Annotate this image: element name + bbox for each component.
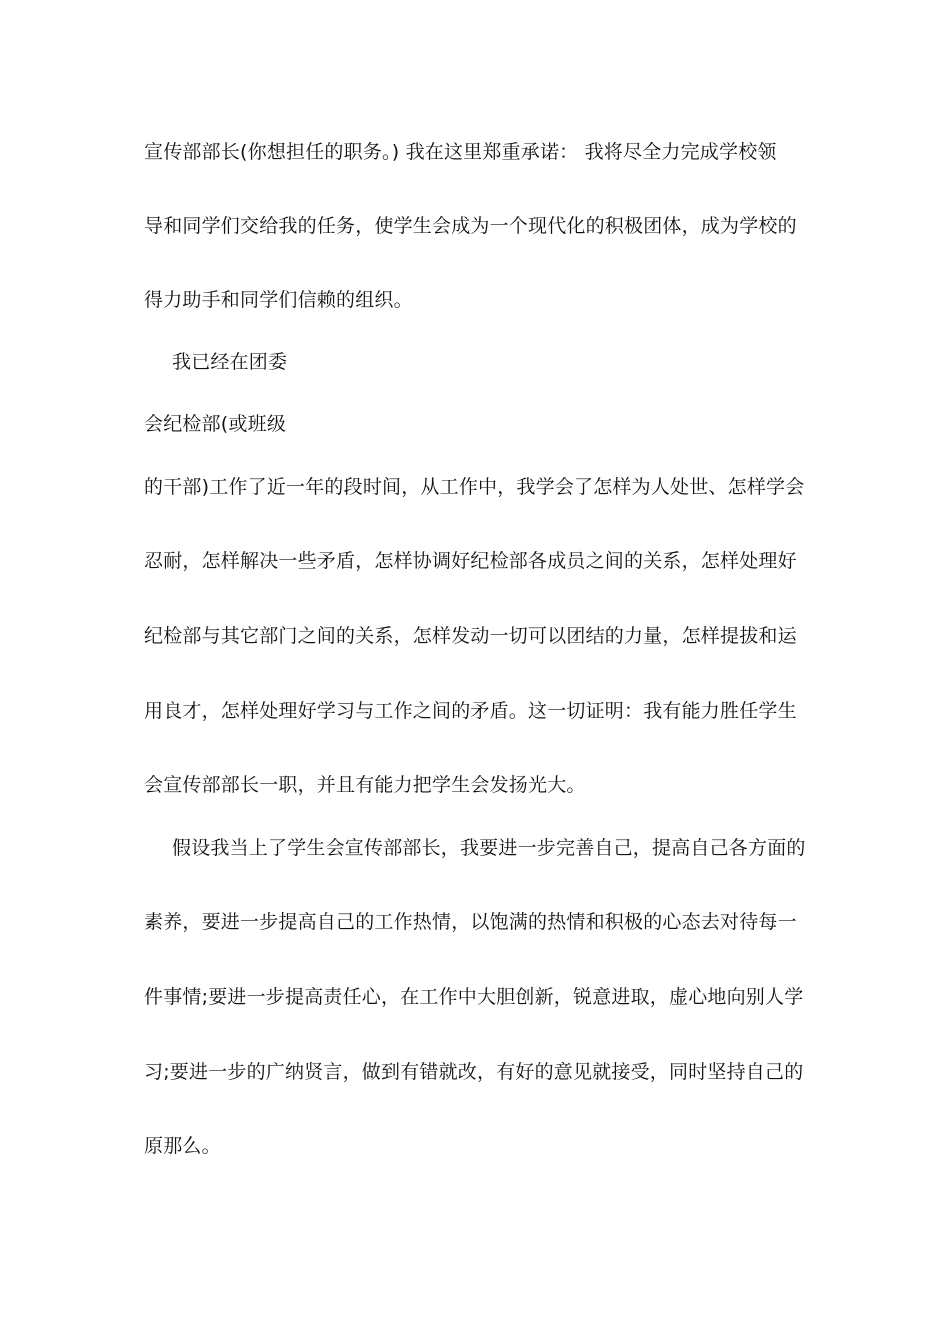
text-line: 件事情;要进一步提高责任心，在工作中大胆创新，锐意进取，虚心地向别人学 (144, 986, 804, 1008)
text-line: 的干部)工作了近一年的段时间，从工作中，我学会了怎样为人处世、怎样学会 (144, 476, 805, 498)
text-line: 纪检部与其它部门之间的关系，怎样发动一切可以团结的力量，怎样提拔和运 (144, 625, 797, 647)
text-line: 导和同学们交给我的任务，使学生会成为一个现代化的积极团体，成为学校的 (144, 215, 797, 237)
text-line: 得力助手和同学们信赖的组织。 (144, 289, 413, 311)
text-line: 原那么。 (144, 1135, 221, 1157)
text-line: 会纪检部(或班级 (144, 413, 287, 435)
text-line: 我已经在团委 (172, 351, 288, 373)
text-line: 假设我当上了学生会宣传部部长，我要进一步完善自己，提高自己各方面的 (172, 837, 806, 859)
text-line: 会宣传部部长一职，并且有能力把学生会发扬光大。 (144, 774, 586, 796)
text-line: 忍耐，怎样解决一些矛盾，怎样协调好纪检部各成员之间的关系，怎样处理好 (144, 550, 797, 572)
text-line: 素养，要进一步提高自己的工作热情，以饱满的热情和积极的心态去对待每一 (144, 911, 797, 933)
text-line: 宣传部部长(你想担任的职务。) 我在这里郑重承诺： 我将尽全力完成学校领 (144, 141, 777, 163)
text-line: 习;要进一步的广纳贤言，做到有错就改，有好的意见就接受，同时坚持自己的 (144, 1061, 804, 1083)
text-line: 用良才，怎样处理好学习与工作之间的矛盾。这一切证明：我有能力胜任学生 (144, 700, 797, 722)
